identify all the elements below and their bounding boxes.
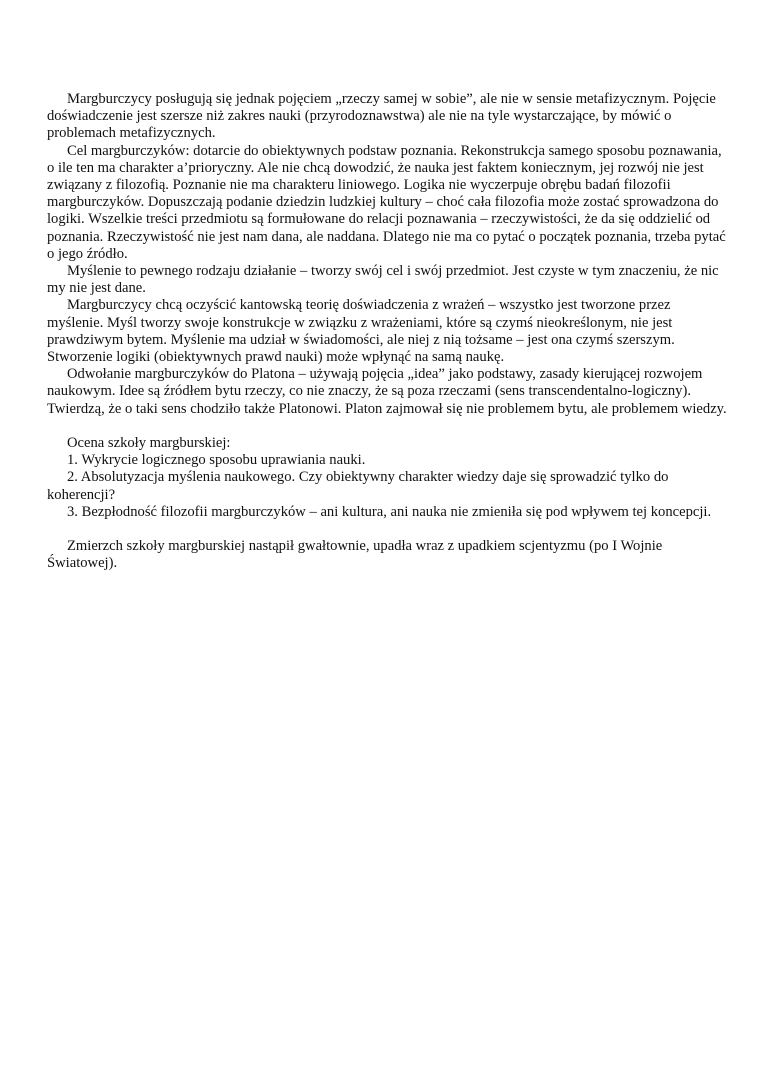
paragraph-cel-margburczykow: Cel margburczyków: dotarcie do obiektywnych podstaw poznania. Rekonstrukcja samego sposobu poznawania, o ile ten ma charakter a’prioryczny. Ale nie chcą dowodzić, że nauka jest faktem koniecznym, jej rozwój nie jest związany z filozofią. Poznanie nie ma charakteru liniowego. Logika nie wyczerpuje obrębu badań filozofii margburczyków. Dopuszczają podanie dziedzin ludzkiej kultury – choć cała filozofia może zostać sprowadzona do logiki. Wszelkie treści przedmiotu są formułowane do relacji poznawania – rzeczywistości, że da się oddzielić od poznania. Rzeczywistość nie jest nam dana, ale naddana. Dlatego nie ma co pytać o początek poznania, trzeba pytać o jego źródło. [47, 142, 726, 262]
evaluation-item-2: 2. Absolutyzacja myślenia naukowego. Czy obiektywny charakter wiedzy daje się sprowadzić tylko do koherencji? [47, 469, 669, 503]
evaluation-heading: Ocena szkoły margburskiej: [67, 435, 231, 452]
blank-line [47, 418, 727, 435]
document-page [47, 91, 727, 573]
evaluation-item-3: 3. Bezpłodność filozofii margburczyków – ani kultura, ani nauka nie zmieniła się pod wpływem tej koncepcji. [67, 503, 712, 520]
paragraph-teoria-doswiadczenia: Margburczycy chcą oczyścić kantowską teorię doświadczenia z wrażeń – wszystko jest tworzone przez myślenie. Myśl tworzy swoje konstrukcje w związku z wrażeniami, które są czymś nieokreślonym, nie jest prawdziwym bytem. Myślenie ma udział w świadomości, ale niej z nią tożsame – jest ona czymś szerszym. Stworzenie logiki (obiektywnych prawd nauki) może wpłynąć na samą naukę. [47, 297, 675, 366]
paragraph-platon: Odwołanie margburczyków do Platona – używają pojęcia „idea” jako podstawy, zasady kierującej rozwojem naukowym. Idee są źródłem bytu rzeczy, co nie znaczy, że są poza rzeczami (sens transcendentalno-logiczny). Twierdzą, że o taki sens chodziło także Platonowi. Platon zajmował się nie problemem bytu, ale problemem wiedzy. [47, 366, 727, 417]
evaluation-item-1: 1. Wykrycie logicznego sposobu uprawiania nauki. [67, 452, 366, 469]
blank-line [47, 521, 727, 538]
paragraph-rzecz-sama-w-sobie: Margburczycy posługują się jednak pojęciem „rzeczy samej w sobie”, ale nie w sensie metafizycznym. Pojęcie doświadczenie jest szersze niż zakres nauki (przyrodoznawstwa) ale nie na tyle wystarczające, by mówić o problemach metafizycznych. [47, 91, 716, 142]
paragraph-myslenie: Myślenie to pewnego rodzaju działanie – tworzy swój cel i swój przedmiot. Jest czyste w tym znaczeniu, że nic my nie jest dane. [47, 263, 719, 297]
closing-paragraph: Zmierzch szkoły margburskiej nastąpił gwałtownie, upadła wraz z upadkiem scjentyzmu (po I Wojnie Światowej). [47, 538, 663, 572]
